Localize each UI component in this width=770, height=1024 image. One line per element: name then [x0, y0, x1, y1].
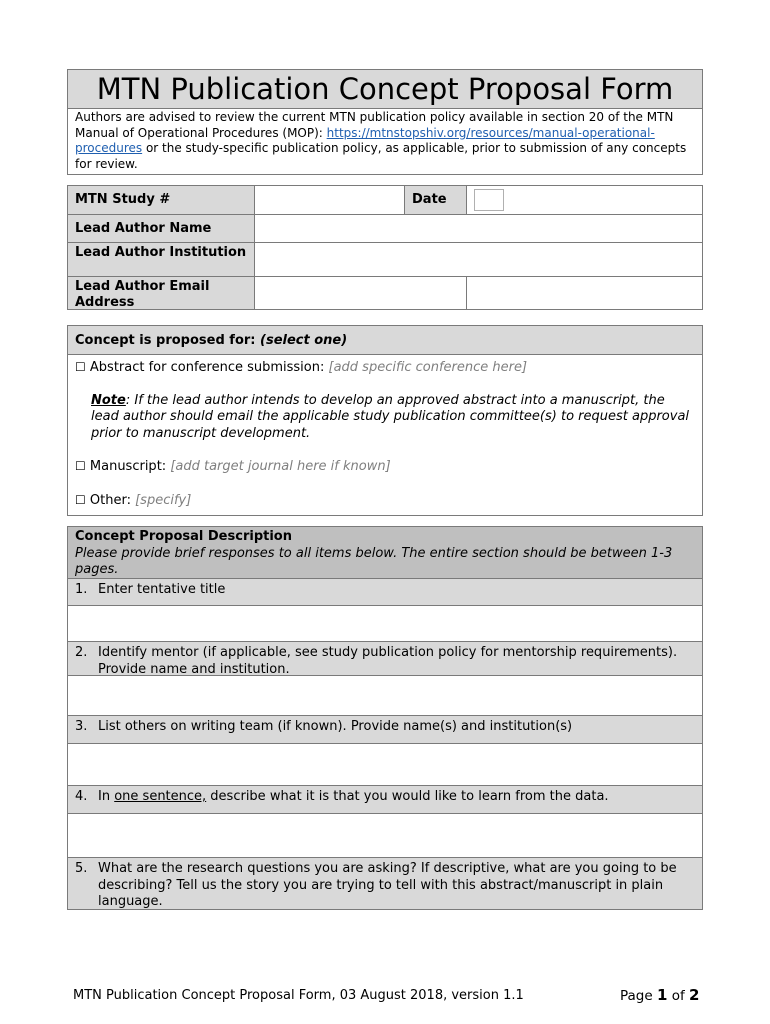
concept-type-header: [68, 326, 702, 354]
author-info-table: [67, 185, 703, 310]
study-number-field[interactable]: [254, 186, 404, 214]
date-label: Date: [404, 186, 466, 214]
question-1: [68, 578, 702, 605]
question-text-end: describe what it is that you would like to learn from the data.: [206, 789, 609, 804]
other-placeholder[interactable]: [specify]: [135, 492, 192, 508]
form-title: MTN Publication Concept Proposal Form: [68, 70, 702, 108]
question-text: What are the research questions you are asking? If descriptive, what are you going to be describing? Tell us the story you are trying to tell with this abstract/manuscript in plain language.: [98, 861, 677, 909]
page-of: of: [667, 988, 690, 1004]
manuscript-label: Manuscript:: [85, 459, 171, 474]
footer-page-number: [620, 986, 699, 1004]
manuscript-option[interactable]: [75, 458, 695, 476]
description-header: [68, 527, 702, 578]
institution-field[interactable]: [254, 243, 702, 276]
description-subtitle: Please provide brief responses to all items below. The entire section should be between 1-3 pages.: [75, 545, 673, 577]
mop-link[interactable]: https://mtnstopshiv.org/resources/manual-operational-procedures: [75, 125, 655, 155]
abstract-label: Abstract for conference submission:: [85, 360, 329, 375]
question-text: [98, 789, 609, 811]
email-label: Lead Author Email Address: [68, 277, 254, 309]
question-text: Identify mentor (if applicable, see study publication policy for mentorship requirements). Provide name and institution.: [98, 645, 678, 677]
question-text-start: In: [98, 789, 115, 804]
email-field[interactable]: [254, 277, 466, 309]
other-checkbox[interactable]: ☐: [75, 492, 86, 507]
question-number: 5.: [75, 861, 88, 876]
abstract-note: [75, 393, 695, 443]
other-label: Other:: [85, 492, 136, 508]
concept-type-header-hint: (select one): [260, 332, 348, 348]
study-number-label: MTN Study #: [68, 186, 254, 214]
concept-type-header-text: Concept is proposed for:: [75, 332, 256, 348]
question-number: 4.: [75, 789, 88, 804]
lead-author-field[interactable]: [254, 215, 702, 242]
page-current: 1: [656, 986, 668, 1004]
question-text: Enter tentative title: [98, 582, 226, 597]
abstract-checkbox[interactable]: ☐: [75, 360, 86, 374]
intro-text-start: Authors are advised to review the current MTN publication policy available in section 20 of the MTN Manual of Operational Procedures (MOP):: [75, 110, 674, 140]
note-label: Note: [91, 392, 126, 408]
concept-type-table: [67, 325, 703, 516]
answer-4-field[interactable]: [68, 813, 702, 857]
question-number: 2.: [75, 645, 88, 660]
intro-text-end: or the study-specific publication policy, as applicable, prior to submission of any concepts for review.: [75, 141, 687, 171]
question-5: [68, 857, 702, 909]
title-block: [67, 69, 703, 175]
page-total: 2: [689, 986, 700, 1004]
question-number: 1.: [75, 582, 88, 597]
answer-1-field[interactable]: [68, 605, 702, 641]
lead-author-label: Lead Author Name: [68, 215, 254, 242]
question-text: List others on writing team (if known). Provide name(s) and institution(s): [98, 719, 573, 734]
question-2: [68, 641, 702, 675]
abstract-option[interactable]: [75, 359, 695, 377]
description-title: Concept Proposal Description: [75, 529, 292, 544]
concept-options: [68, 354, 702, 515]
manuscript-placeholder[interactable]: [add target journal here if known]: [170, 459, 391, 474]
question-number: 3.: [75, 719, 88, 734]
question-3: [68, 715, 702, 743]
manuscript-checkbox[interactable]: ☐: [75, 459, 86, 473]
email-extra-field[interactable]: [466, 277, 702, 309]
question-text-emphasis: one sentence,: [114, 789, 207, 804]
page-word: Page: [620, 988, 657, 1004]
concept-description-table: [67, 526, 703, 910]
footer-document-info: MTN Publication Concept Proposal Form, 03 August 2018, version 1.1: [73, 988, 524, 1003]
note-text: : If the lead author intends to develop an approved abstract into a manuscript, the lead author should email the applicable study publication committee(s) to request approval prior to manuscript development.: [91, 392, 690, 441]
abstract-placeholder[interactable]: [add specific conference here]: [328, 360, 528, 375]
question-4: [68, 785, 702, 813]
other-option[interactable]: [75, 492, 695, 510]
answer-2-field[interactable]: [68, 675, 702, 715]
intro-text: [68, 108, 702, 174]
date-field[interactable]: [466, 186, 702, 214]
answer-3-field[interactable]: [68, 743, 702, 785]
institution-label: Lead Author Institution: [68, 243, 254, 276]
date-input-box[interactable]: [474, 189, 504, 211]
